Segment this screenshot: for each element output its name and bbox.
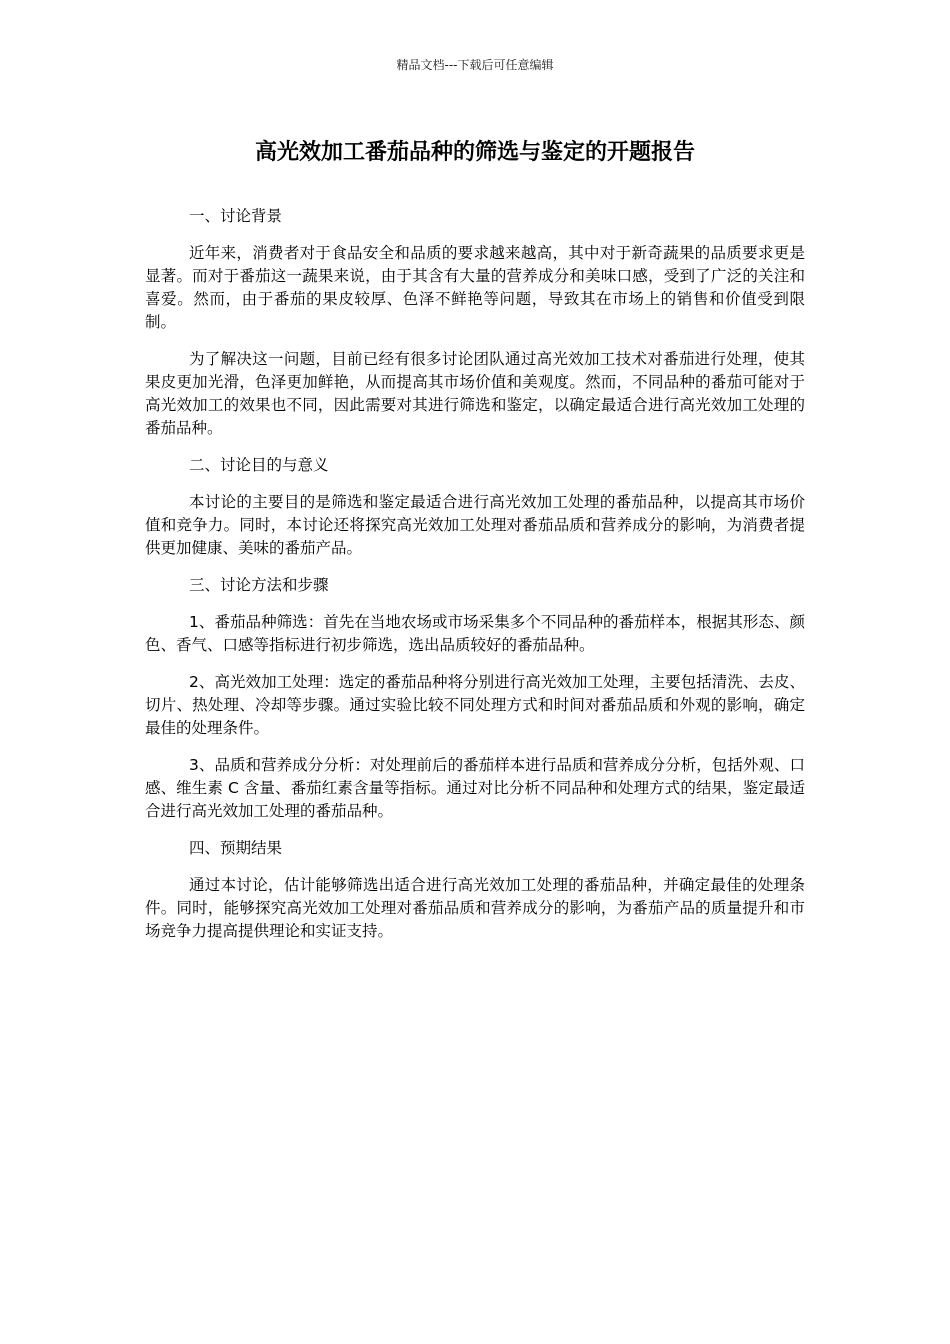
section-heading: 四、预期结果 [189, 839, 283, 857]
section-heading: 二、讨论目的与意义 [189, 456, 329, 474]
paragraph: 为了解决这一问题，目前已经有很多讨论团队通过高光效加工技术对番茄进行处理，使其果皮更加光滑，色泽更加鲜艳，从而提高其市场价值和美观度。然而，不同品种的番茄可能对于高光效加工的效果也不同，因此需要对其进行筛选和鉴定，以确定最适合进行高光效加工处理的番茄品种。 [145, 350, 805, 437]
section-heading: 三、讨论方法和步骤 [189, 576, 329, 594]
document-title: 高光效加工番茄品种的筛选与鉴定的开题报告 [254, 140, 695, 165]
section-heading: 一、讨论背景 [189, 207, 283, 225]
section-background [145, 205, 805, 440]
document-body [145, 205, 805, 957]
section-purpose [145, 454, 805, 560]
paragraph: 本讨论的主要目的是筛选和鉴定最适合进行高光效加工处理的番茄品种，以提高其市场价值和竞争力。同时，本讨论还将探究高光效加工处理对番茄品质和营养成分的影响，为消费者提供更加健康、美味的番茄产品。 [145, 493, 805, 557]
paragraph: 近年来，消费者对于食品安全和品质的要求越来越高，其中对于新奇蔬果的品质要求更是显著。而对于番茄这一蔬果来说，由于其含有大量的营养成分和美味口感，受到了广泛的关注和喜爱。然而，由于番茄的果皮较厚、色泽不鲜艳等问题，导致其在市场上的销售和价值受到限制。 [145, 244, 805, 331]
section-expected-results [145, 837, 805, 943]
section-methods [145, 574, 805, 823]
paragraph: 通过本讨论，估计能够筛选出适合进行高光效加工处理的番茄品种，并确定最佳的处理条件。同时，能够探究高光效加工处理对番茄品质和营养成分的影响，为番茄产品的质量提升和市场竞争力提高提供理论和实证支持。 [145, 876, 805, 940]
page-header: 精品文档---下载后可任意编辑 [396, 58, 554, 72]
paragraph: 3、品质和营养成分分析：对处理前后的番茄样本进行品质和营养成分分析，包括外观、口感、维生素 C 含量、番茄红素含量等指标。通过对比分析不同品种和处理方式的结果，鉴定最适合进行高光效加工处理的番茄品种。 [145, 756, 805, 820]
paragraph: 1、番茄品种筛选：首先在当地农场或市场采集多个不同品种的番茄样本，根据其形态、颜色、香气、口感等指标进行初步筛选，选出品质较好的番茄品种。 [145, 613, 805, 654]
paragraph: 2、高光效加工处理：选定的番茄品种将分别进行高光效加工处理，主要包括清洗、去皮、切片、热处理、冷却等步骤。通过实验比较不同处理方式和时间对番茄品质和外观的影响，确定最佳的处理条件。 [145, 673, 805, 737]
